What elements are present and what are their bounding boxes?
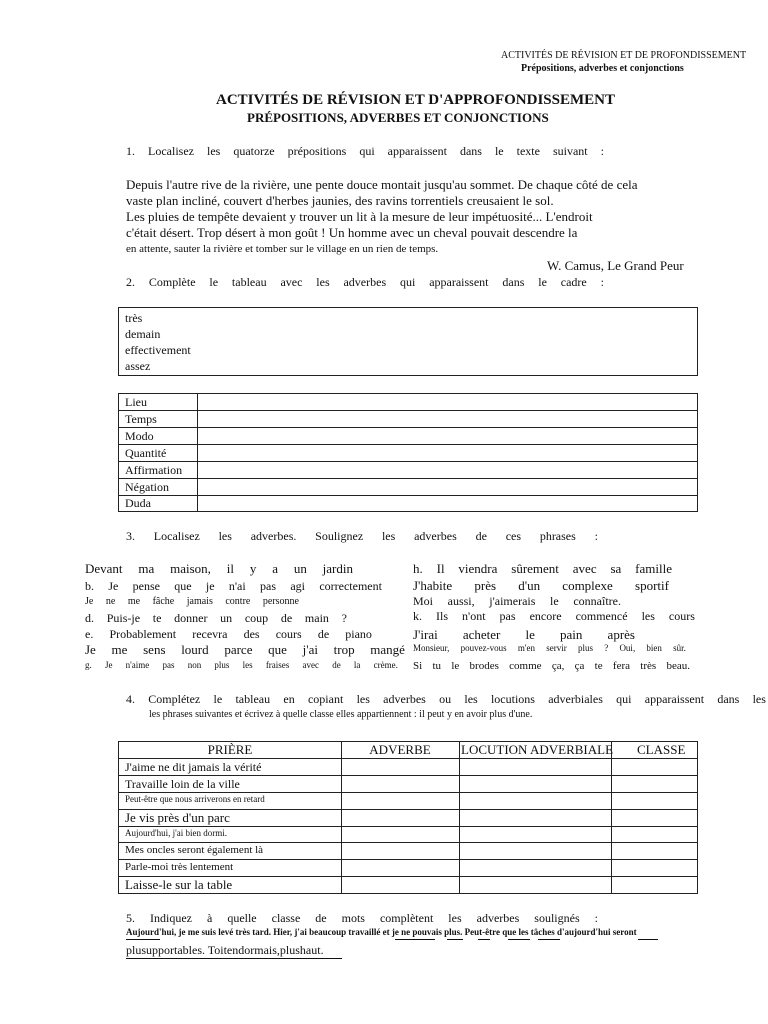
word: 1. xyxy=(126,144,135,158)
q3-sentence-b xyxy=(85,579,382,594)
word: dans xyxy=(717,692,740,706)
word: les xyxy=(464,692,478,706)
q1-text-line-3: Les pluies de tempête devaient y trouver un lit à la mesure de leur impétuosité... L'endroit xyxy=(126,209,593,224)
word: sens xyxy=(143,642,166,657)
category-label: Lieu xyxy=(125,395,147,409)
word: des xyxy=(243,627,260,641)
question-4-prompt-line-2: les phrases suivantes et écrivez à quelle classe elles appartiennent : il peut y en avoir plus d'une. xyxy=(149,709,533,720)
word: de xyxy=(315,911,327,925)
word: Probablement xyxy=(109,627,177,641)
column-header: ADVERBE xyxy=(369,742,431,757)
word: personne xyxy=(262,596,299,607)
q3-sentence-i xyxy=(413,578,669,594)
word: les xyxy=(752,692,766,706)
word: quelle xyxy=(227,911,257,925)
word: trop xyxy=(333,642,355,657)
word: pas xyxy=(260,579,277,593)
word: que xyxy=(268,642,287,657)
table-row xyxy=(119,479,697,496)
word: : xyxy=(600,144,604,158)
word: les xyxy=(218,529,232,543)
word: n'ai xyxy=(228,579,246,593)
question-1-prompt xyxy=(126,144,604,159)
word: avec xyxy=(302,660,319,670)
adverb-word-box xyxy=(118,307,698,376)
word: m'en xyxy=(517,643,535,653)
word: adverbiales xyxy=(548,692,603,706)
word: recevra xyxy=(192,627,228,641)
table-row xyxy=(119,860,697,877)
word: d. xyxy=(85,611,94,625)
word: les xyxy=(356,692,370,706)
word: jardin xyxy=(322,561,353,576)
adverb-category-table xyxy=(118,393,698,512)
underline-mark xyxy=(126,939,160,940)
word: après xyxy=(607,627,635,642)
table-row xyxy=(119,462,697,479)
q3-sentence-k xyxy=(413,609,695,624)
word: me xyxy=(111,642,128,657)
word: encore xyxy=(529,609,562,623)
word: crème. xyxy=(373,660,398,670)
word: servir xyxy=(546,643,567,653)
document-subtitle: PRÉPOSITIONS, ADVERBES ET CONJONCTIONS xyxy=(247,110,549,125)
word: les xyxy=(242,660,253,670)
word: y xyxy=(249,561,257,576)
word: g. xyxy=(85,660,92,670)
word: adverbes. xyxy=(250,529,297,543)
word: dans xyxy=(459,144,482,158)
word: à xyxy=(206,911,213,925)
word: les xyxy=(641,609,655,623)
word: tableau xyxy=(231,275,267,289)
word: Indiquez xyxy=(150,911,192,925)
table-row xyxy=(119,428,697,445)
word: comme xyxy=(509,660,542,672)
word: te xyxy=(594,660,603,672)
table-row xyxy=(119,843,697,860)
q3-sentence-d xyxy=(85,611,347,626)
word: les xyxy=(448,911,462,925)
word: Soulignez xyxy=(315,529,364,543)
word: viendra xyxy=(458,561,498,576)
q3-sentence-l xyxy=(413,627,635,643)
q3-sentence-g xyxy=(85,660,398,670)
word: famille xyxy=(635,561,672,576)
word: maison, xyxy=(170,561,211,576)
sentence-cell: Laisse-le sur la table xyxy=(125,877,233,892)
underline-mark xyxy=(478,939,490,940)
category-label: Modo xyxy=(125,429,154,443)
word: Complétez xyxy=(148,692,201,706)
word: beau. xyxy=(666,660,690,672)
table-row xyxy=(119,793,697,810)
word: 4. xyxy=(126,692,135,706)
word: : xyxy=(600,275,604,289)
word: donner xyxy=(174,611,208,625)
q3-sentence-h xyxy=(413,561,672,577)
word: mangé xyxy=(370,642,405,657)
word: locutions xyxy=(490,692,535,706)
word: fraises xyxy=(265,660,290,670)
word: qui xyxy=(359,144,375,158)
underline-mark xyxy=(508,939,530,940)
word: un xyxy=(293,561,307,576)
category-label: Temps xyxy=(125,412,157,426)
word: ? xyxy=(604,643,609,653)
word: b. xyxy=(85,579,94,593)
word: Complète xyxy=(148,275,196,289)
word: la xyxy=(353,660,361,670)
word: pas xyxy=(499,609,516,623)
question-3-prompt xyxy=(126,529,598,544)
word: les xyxy=(381,529,396,543)
word: ma xyxy=(138,561,155,576)
word: dans xyxy=(502,275,525,289)
word: que xyxy=(174,579,192,593)
q3-sentence-e xyxy=(85,627,372,642)
word: adverbes xyxy=(383,692,426,706)
column-header: LOCUTION ADVERBIALE xyxy=(461,742,614,757)
sentence-cell: Mes oncles seront également là xyxy=(125,844,264,856)
word: agi xyxy=(290,579,306,593)
word: correctement xyxy=(319,579,382,593)
word: contre xyxy=(225,596,251,607)
underline-mark xyxy=(395,939,435,940)
word: aussi, xyxy=(447,594,475,608)
word: de xyxy=(475,529,487,543)
word: avec xyxy=(572,561,597,576)
word: Oui, xyxy=(619,643,636,653)
word: non xyxy=(187,660,202,670)
word: coup xyxy=(244,611,269,625)
word: le xyxy=(538,275,547,289)
word: les xyxy=(206,144,221,158)
word: apparaissent xyxy=(429,275,489,289)
word: sûr. xyxy=(673,643,686,653)
word: le xyxy=(209,275,219,289)
word: J'irai xyxy=(413,627,438,642)
word: 2. xyxy=(126,275,135,289)
sentence-cell: Aujourd'hui, j'ai bien dormi. xyxy=(125,828,227,838)
question-4-prompt xyxy=(126,692,766,707)
word: je xyxy=(205,579,215,593)
word: jamais xyxy=(186,596,213,607)
word: sûrement xyxy=(511,561,559,576)
q3-sentence-n xyxy=(413,660,690,672)
sentence-cell: Peut-être que nous arriverons en retard xyxy=(125,794,265,804)
word: d'un xyxy=(518,578,541,593)
word: Localisez xyxy=(148,144,194,158)
word: lourd xyxy=(181,642,209,657)
word: cours xyxy=(275,627,302,641)
word: j'aimerais xyxy=(489,594,536,608)
word: : xyxy=(594,911,598,925)
q1-text-line-5: en attente, sauter la rivière et tomber sur le village en un rien de temps. xyxy=(126,243,439,255)
underline-mark xyxy=(638,939,658,940)
word: fâche xyxy=(152,596,175,607)
table-row xyxy=(119,394,697,411)
table-header-row xyxy=(119,742,697,759)
q3-sentence-m xyxy=(413,643,686,653)
word: tu xyxy=(432,660,442,672)
table-row xyxy=(119,810,697,827)
word: sa xyxy=(610,561,622,576)
q3-sentence-c xyxy=(85,596,299,607)
word: parce xyxy=(224,642,253,657)
word: piano xyxy=(345,627,372,641)
word: le xyxy=(451,660,460,672)
word: : xyxy=(594,529,598,543)
table-row xyxy=(119,877,697,894)
word: Ils xyxy=(436,609,449,623)
word: il xyxy=(226,561,235,576)
box-word: assez xyxy=(125,359,151,373)
document-title: ACTIVITÉS DE RÉVISION ET D'APPROFONDISSEMENT xyxy=(216,92,615,108)
word: le xyxy=(550,594,559,608)
underline-mark xyxy=(447,939,463,940)
word: a xyxy=(272,561,278,576)
word: te xyxy=(152,611,162,625)
sentence-cell: Parle-moi très lentement xyxy=(125,861,234,873)
word: près xyxy=(474,578,497,593)
word: adverbes xyxy=(476,911,520,925)
word: Je xyxy=(104,660,113,670)
sentence-cell: J'aime ne dit jamais la vérité xyxy=(125,760,262,774)
category-label: Négation xyxy=(125,480,169,494)
q1-author: W. Camus, Le Grand Peur xyxy=(547,258,684,273)
q1-text-line-4: c'était désert. Trop désert à mon goût ! Un homme avec un cheval pouvait descendre la xyxy=(126,225,578,240)
word: commencé xyxy=(575,609,628,623)
underline-mark xyxy=(538,939,560,940)
word: Devant xyxy=(85,561,123,576)
word: acheter xyxy=(462,627,501,642)
word: qui xyxy=(400,275,416,289)
word: avec xyxy=(280,275,303,289)
category-label: Affirmation xyxy=(125,463,183,477)
q5-text-line-2 xyxy=(126,943,342,959)
word: classe xyxy=(271,911,301,925)
word: quatorze xyxy=(233,144,275,158)
word: Monsieur, xyxy=(413,643,450,653)
word: copiant xyxy=(307,692,344,706)
word: apparaissent xyxy=(387,144,447,158)
word: plus xyxy=(214,660,230,670)
word: complexe xyxy=(562,578,613,593)
word: complètent xyxy=(379,911,434,925)
table-row xyxy=(119,827,697,843)
word: e. xyxy=(85,627,94,641)
table-row xyxy=(119,776,697,793)
q1-text-line-2: vaste plan incliné, couvert d'herbes jaunies, des ravins torrentiels creusaient le sol. xyxy=(126,193,554,208)
q5-text-line-2-text: plusupportables. Toitendormais,plushaut. xyxy=(126,943,324,957)
word: mots xyxy=(341,911,365,925)
table-row xyxy=(119,496,697,512)
sentence-cell: Je vis près d'un parc xyxy=(125,810,230,825)
word: pouvez-vous xyxy=(460,643,507,653)
word: plus xyxy=(577,643,593,653)
word: fera xyxy=(612,660,630,672)
word: J'habite xyxy=(413,578,453,593)
running-header-title: ACTIVITÉS DE RÉVISION ET DE PROFONDISSEMENT xyxy=(501,50,747,61)
word: h. xyxy=(413,561,423,576)
word: soulignés xyxy=(534,911,580,925)
word: suivant xyxy=(552,144,588,158)
table-row xyxy=(119,445,697,462)
word: le xyxy=(494,144,504,158)
box-word: très xyxy=(125,311,143,325)
word: pense xyxy=(132,579,160,593)
word: qui xyxy=(616,692,632,706)
adverb-classification-table xyxy=(118,741,698,894)
sentence-cell: Travaille loin de la ville xyxy=(125,777,240,791)
word: ou xyxy=(439,692,452,706)
word: ? xyxy=(341,611,347,625)
word: 3. xyxy=(126,529,135,543)
word: très xyxy=(640,660,657,672)
word: cadre xyxy=(560,275,587,289)
word: Je xyxy=(108,579,119,593)
question-2-prompt xyxy=(126,275,604,290)
category-label: Quantité xyxy=(125,446,167,460)
word: de xyxy=(317,627,330,641)
word: brodes xyxy=(469,660,499,672)
q3-sentence-f xyxy=(85,642,405,658)
word: n'aime xyxy=(125,660,150,670)
word: Il xyxy=(436,561,445,576)
word: adverbes xyxy=(343,275,387,289)
box-word: demain xyxy=(125,327,161,341)
word: tableau xyxy=(235,692,271,706)
word: k. xyxy=(413,609,422,623)
word: Moi xyxy=(413,594,434,608)
word: n'ont xyxy=(462,609,486,623)
running-header-subtitle: Prépositions, adverbes et conjonctions xyxy=(521,63,684,74)
word: Si xyxy=(413,660,423,672)
word: Puis-je xyxy=(106,611,141,625)
answer-blank xyxy=(324,943,342,959)
word: prépositions xyxy=(287,144,347,158)
word: j'ai xyxy=(302,642,318,657)
word: texte xyxy=(516,144,540,158)
word: pas xyxy=(162,660,175,670)
q3-sentence-j xyxy=(413,594,621,609)
q5-text-line-1: Aujourd'hui, je me suis levé très tard. Hier, j'ai beaucoup travaillé et je ne pouvais plus. Peut-être que les tâches d'aujourd'hui seront xyxy=(126,927,637,937)
word: le xyxy=(525,627,535,642)
word: pain xyxy=(560,627,583,642)
word: cours xyxy=(668,609,695,623)
word: ces xyxy=(505,529,522,543)
word: ça xyxy=(574,660,585,672)
word: main xyxy=(304,611,329,625)
column-header: CLASSE xyxy=(637,742,686,757)
word: me xyxy=(127,596,141,607)
word: apparaissent xyxy=(644,692,705,706)
word: de xyxy=(280,611,293,625)
word: 5. xyxy=(126,911,135,925)
word: de xyxy=(332,660,341,670)
table-row xyxy=(119,411,697,428)
category-label: Duda xyxy=(125,496,151,510)
word: le xyxy=(213,692,223,706)
table-row xyxy=(119,759,697,776)
word: ne xyxy=(105,596,116,607)
word: ça, xyxy=(551,660,565,672)
word: connaître. xyxy=(573,594,621,608)
word: les xyxy=(316,275,330,289)
word: bien xyxy=(646,643,662,653)
word: sportif xyxy=(635,578,669,593)
column-header: PRIÈRE xyxy=(207,742,253,757)
q3-sentence-a xyxy=(85,561,353,577)
word: Je xyxy=(85,642,96,657)
word: Je xyxy=(85,596,94,607)
word: Localisez xyxy=(153,529,200,543)
word: un xyxy=(220,611,233,625)
q1-text-line-1: Depuis l'autre rive de la rivière, une pente douce montait jusqu'au sommet. De chaque côté de cela xyxy=(126,177,638,192)
word: adverbes xyxy=(414,529,457,543)
question-5-prompt xyxy=(126,911,598,926)
word: en xyxy=(283,692,295,706)
word: phrases xyxy=(539,529,576,543)
box-word: effectivement xyxy=(125,343,191,357)
